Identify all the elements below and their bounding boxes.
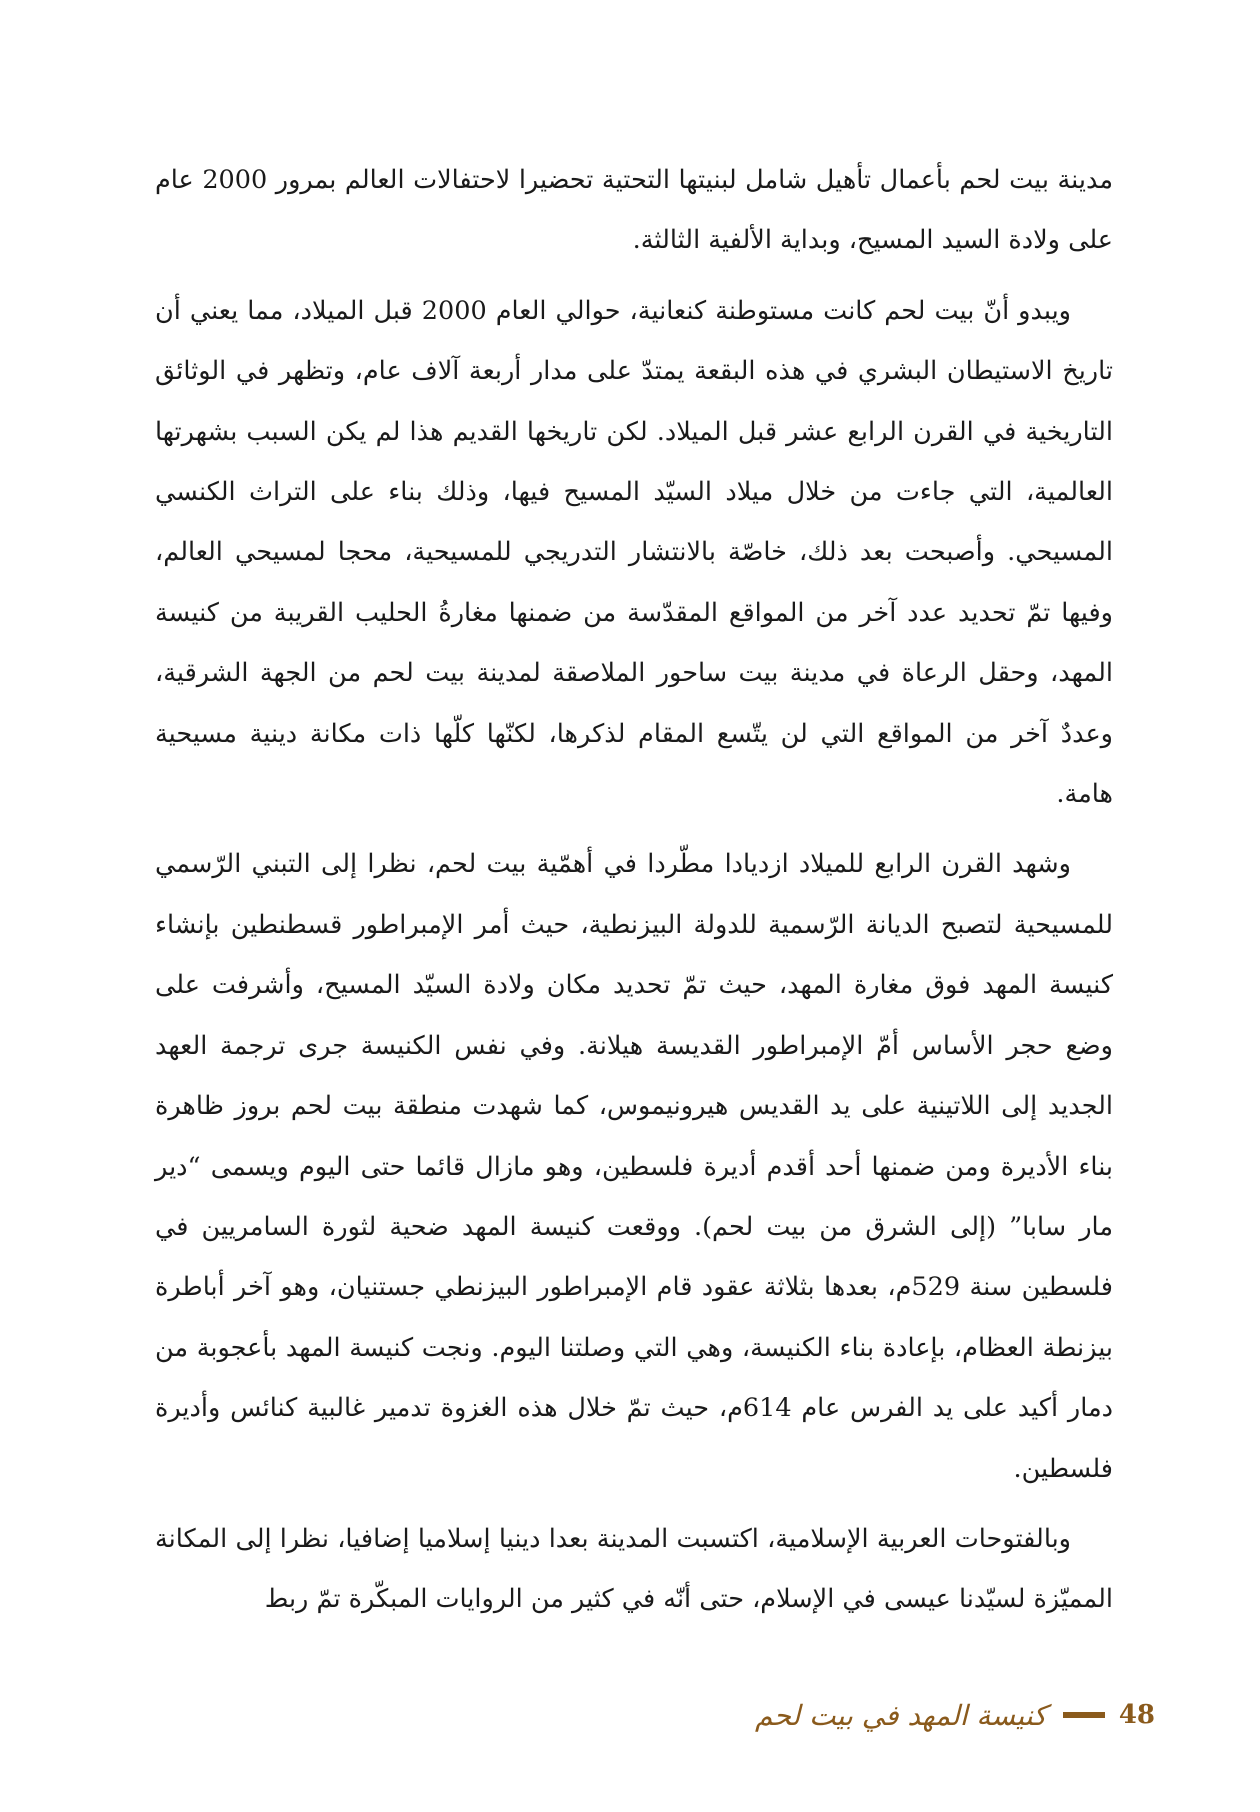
paragraph-islamic-conquest: وبالفتوحات العربية الإسلامية، اكتسبت المدينة بعدا دينيا إسلاميا إضافيا، نظرا إلى المكانة المميّزة لسيّدنا عيسى في الإسلام، حتى أنّه في كثير من الروايات المبكّرة تمّ ربط	[155, 1523, 1113, 1615]
paragraph-fourth-century: وشهد القرن الرابع للميلاد ازديادا مطّردا في أهمّية بيت لحم، نظرا إلى التبني الرّسمي للمسيحية لتصبح الديانة الرّسمية للدولة البيزنطية، حيث أمر الإمبراطور قسطنطين بإنشاء كنيسة المهد فوق مغارة المهد، حيث تمّ تحديد مكان ولادة السيّد المسيح، وأشرفت على وضع حجر الأساس أمّ الإمبراطور القديسة هيلانة. وفي نفس الكنيسة جرى ترجمة العهد الجديد إلى اللاتينية على يد القديس هيرونيموس، كما شهدت منطقة بيت لحم بروز ظاهرة بناء الأديرة ومن ضمنها أحد أقدم أديرة فلسطين، وهو مازال قائما حتى اليوم ويسمى “دير مار سابا” (إلى الشرق من بيت لحم). ووقعت كنيسة المهد ضحية لثورة السامريين في فلسطين سنة 529م، بعدها بثلاثة عقود قام الإمبراطور البيزنطي جستنيان، وهو آخر أباطرة بيزنطة العظام، بإعادة بناء الكنيسة، وهي التي وصلتنا اليوم. ونجت كنيسة المهد بأعجوبة من دمار أكيد على يد الفرس عام 614م، حيث تمّ خلال هذه الغزوة تدمير غالبية كنائس وأديرة فلسطين.	[155, 849, 1113, 1484]
paragraph-canaanite-history: ويبدو أنّ بيت لحم كانت مستوطنة كنعانية، حوالي العام 2000 قبل الميلاد، مما يعني أن تاريخ الاستيطان البشري في هذه البقعة يمتدّ على مدار أربعة آلاف عام، وتظهر في الوثائق التاريخية في القرن الرابع عشر قبل الميلاد. لكن تاريخها القديم هذا لم يكن السبب بشهرتها العالمية، التي جاءت من خلال ميلاد السيّد المسيح فيها، وذلك بناء على التراث الكنسي المسيحي. وأصبحت بعد ذلك، خاصّة بالانتشار التدريجي للمسيحية، محجا لمسيحي العالم، وفيها تمّ تحديد عدد آخر من المواقع المقدّسة من ضمنها مغارةُ الحليب القريبة من كنيسة المهد، وحقل الرعاة في مدينة بيت ساحور الملاصقة لمدينة بيت لحم من الجهة الشرقية، وعددٌ آخر من المواقع التي لن يتّسع المقام لذكرها، لكنّها كلّها ذات مكانة دينية مسيحية هامة.	[155, 295, 1113, 810]
page-number: 48	[1118, 1700, 1155, 1730]
page-footer	[755, 1690, 1155, 1740]
footer-rule	[1063, 1712, 1105, 1718]
body-text	[155, 150, 1113, 1640]
running-title: كنيسة المهد في بيت لحم	[755, 1698, 1047, 1732]
paragraph-continuation: مدينة بيت لحم بأعمال تأهيل شامل لبنيتها التحتية تحضيرا لاحتفالات العالم بمرور 2000 عام على ولادة السيد المسيح، وبداية الألفية الثالثة.	[155, 165, 1113, 256]
